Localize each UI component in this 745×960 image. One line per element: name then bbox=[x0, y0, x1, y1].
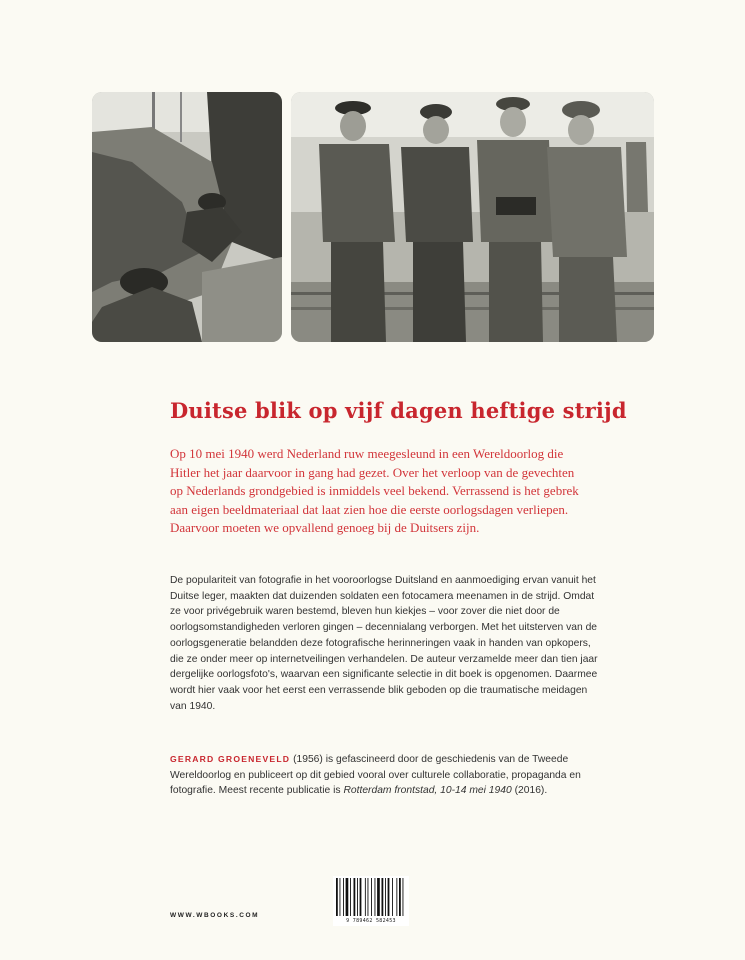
publication-title: Rotterdam frontstad, 10-14 mei 1940 bbox=[343, 785, 512, 797]
barcode-bar bbox=[399, 878, 401, 916]
author-bio bbox=[170, 752, 590, 799]
publisher-website[interactable]: WWW.WBOOKS.COM bbox=[170, 912, 260, 919]
barcode-bar bbox=[403, 878, 404, 916]
back-cover-title: Duitse blik op vijf dagen heftige strijd bbox=[170, 398, 627, 423]
bio-text: (1956) is gefascineerd door de geschiedenis van de Tweede Wereldoorlog en publiceert op dit gebied vooral over culturele collaboratie, propaganda en fotografie. Meest recente publicatie is bbox=[170, 754, 581, 797]
lead-paragraph: Op 10 mei 1940 werd Nederland ruw meegesleund in een Wereldoorlog die Hitler het jaar daarvoor in gang had gezet. Over het verloop van de gevechten op Nederlands grondgebied is inmiddels veel bekend. Verrassend is het gebrek aan eigen beeldmateriaal dat laat zien hoe die eerste oorlogsdagen verliepen. Daarvoor moeten we opvallend genoeg bij de Duitsers zijn. bbox=[170, 446, 579, 536]
isbn-barcode bbox=[333, 876, 409, 926]
barcode-bar bbox=[396, 878, 397, 916]
barcode-bar bbox=[357, 878, 358, 916]
barcode-bar bbox=[354, 878, 356, 916]
author-name: GERARD GROENEVELD bbox=[170, 754, 291, 764]
barcode-bar bbox=[340, 878, 341, 916]
body-paragraph: De populariteit van fotografie in het vooroorlogse Duitsland en aanmoediging ervan vanuit het Duitse leger, maakten dat duizenden soldaten een fotocamera meenamen in de strijd. Omdat ze voor privégebruik waren bestemd, bleven hun kiekjes – voor zover die niet door de oorlogsomstandigheden verloren gingen – decennialang verborgen. Met het uitsterven van de oorlogsgeneratie belandden deze fotografische herinneringen vaak in handen van opkopers, die ze onder meer op internetveilingen verhandelen. De auteur verzamelde meer dan tien jaar dergelijke oorlogsfoto's, waarvan een significante selectie in dit boek is opgenomen. Daarmee wordt hier vaak voor het eerst een verrassende blik geboden op die traumatische meidagen van 1940. bbox=[170, 575, 598, 712]
bio-end: (2016). bbox=[511, 785, 548, 797]
barcode-bar bbox=[388, 878, 390, 916]
barcode-bar bbox=[343, 878, 344, 916]
barcode-digits: 9 789462 582453 bbox=[346, 918, 396, 924]
barcode-bar bbox=[365, 878, 366, 916]
barcode-bar bbox=[336, 878, 338, 916]
barcode-bar bbox=[350, 878, 351, 916]
barcode-bar bbox=[371, 878, 372, 916]
barcode-bar bbox=[368, 878, 369, 916]
barcode-bar bbox=[375, 878, 376, 916]
barcode-bar bbox=[392, 878, 393, 916]
photo-soldiers-trench bbox=[92, 92, 282, 342]
barcode-bar bbox=[360, 878, 362, 916]
barcode-bar bbox=[377, 878, 380, 916]
barcode-bar bbox=[382, 878, 384, 916]
barcode-bar bbox=[346, 878, 349, 916]
barcode-bar bbox=[385, 878, 386, 916]
photo-soldiers-group bbox=[291, 92, 654, 342]
